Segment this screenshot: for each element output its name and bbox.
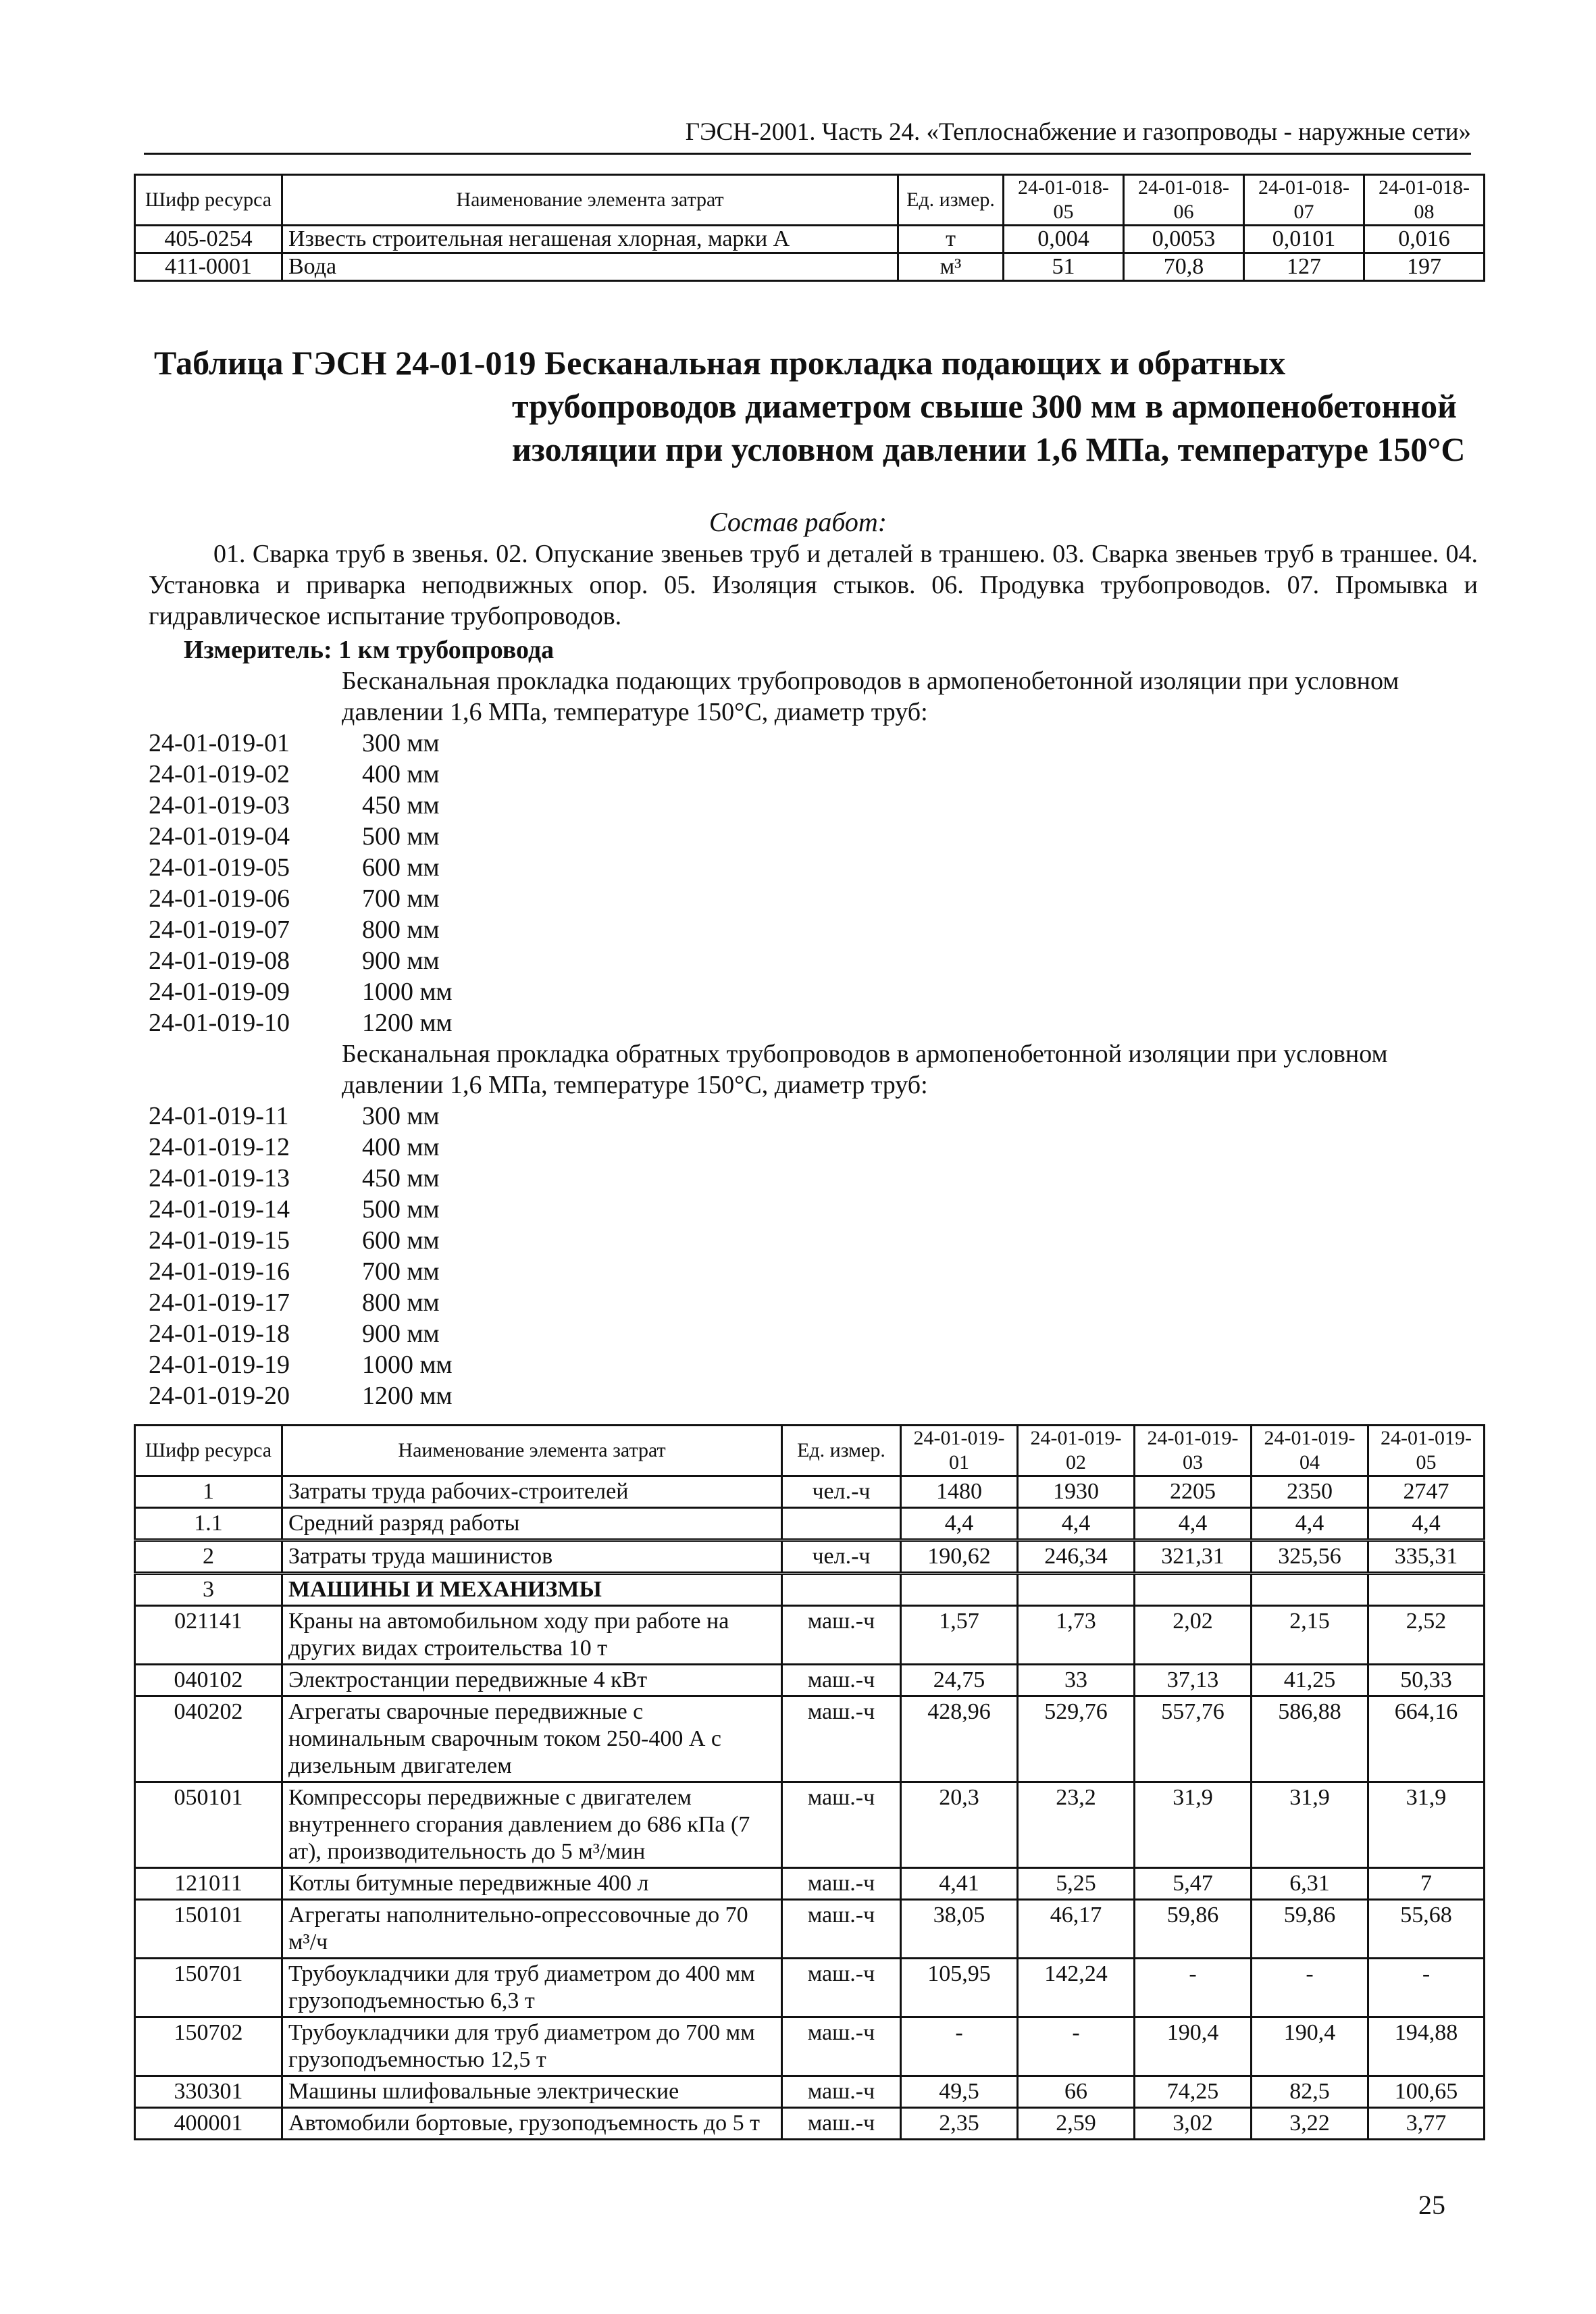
pipe-diameter: 800 мм — [362, 1288, 440, 1317]
resource-value: 31,9 — [1135, 1782, 1252, 1868]
norm-code: 24-01-019-13 — [149, 1164, 290, 1192]
norm-code: 24-01-019-12 — [149, 1133, 290, 1161]
table-row — [135, 1574, 1485, 1606]
norm-code: 24-01-019-16 — [149, 1257, 290, 1286]
table-title-continuation: трубопроводов диаметром свыше 300 мм в армопенобетонной изоляции при условном давлении 1,6 МПа, температуре 150°С — [512, 387, 1466, 468]
resource-name: МАШИНЫ И МЕХАНИЗМЫ — [282, 1574, 782, 1606]
resource-code: 021141 — [135, 1606, 282, 1665]
resource-code: 040202 — [135, 1696, 282, 1782]
resource-value: 50,33 — [1368, 1665, 1485, 1696]
resource-unit: маш.-ч — [782, 1782, 901, 1868]
resource-name: Средний разряд работы — [282, 1508, 782, 1540]
resource-value: 557,76 — [1135, 1696, 1252, 1782]
norm-code: 24-01-019-06 — [149, 884, 290, 913]
resource-value: 20,3 — [901, 1782, 1018, 1868]
col-code-header: Шифр ресурса — [135, 1426, 282, 1476]
resource-value: 23,2 — [1018, 1782, 1135, 1868]
col-id-header: 24-01-018-05 — [1004, 175, 1124, 226]
col-id-header: 24-01-019-01 — [901, 1426, 1018, 1476]
resource-value: 190,4 — [1135, 2017, 1252, 2076]
resource-value: 190,4 — [1252, 2017, 1368, 2076]
group-intro-return: Бесканальная прокладка обратных трубопроводов в армопенобетонной изоляции при условном давлении 1,6 МПа, температуре 150°С, диаметр труб: — [342, 1040, 1388, 1099]
resource-code: 411-0001 — [135, 253, 282, 281]
page-number: 25 — [1418, 2190, 1445, 2220]
col-id-header: 24-01-019-03 — [1135, 1426, 1252, 1476]
resource-value: 100,65 — [1368, 2076, 1485, 2108]
resource-value: 24,75 — [901, 1665, 1018, 1696]
list-item — [149, 790, 453, 821]
list-item — [149, 945, 453, 976]
resource-value: 2,02 — [1135, 1606, 1252, 1665]
resource-value: 127 — [1244, 253, 1364, 281]
resource-value: 33 — [1018, 1665, 1135, 1696]
pipe-diameter: 400 мм — [362, 1133, 440, 1161]
pipe-diameter: 1000 мм — [362, 978, 453, 1006]
col-id-header: 24-01-018-06 — [1124, 175, 1244, 226]
resource-value: 31,9 — [1252, 1782, 1368, 1868]
norm-code: 24-01-019-05 — [149, 853, 290, 882]
pipe-diameter: 500 мм — [362, 822, 440, 851]
col-id-header: 24-01-018-07 — [1244, 175, 1364, 226]
resource-value: 4,4 — [1252, 1508, 1368, 1540]
list-item — [149, 852, 453, 883]
list-item — [149, 1225, 453, 1256]
pipe-diameter: 1000 мм — [362, 1351, 453, 1379]
resource-code: 050101 — [135, 1782, 282, 1868]
pipe-diameter: 1200 мм — [362, 1009, 453, 1037]
code-list-return — [149, 1101, 453, 1411]
norm-code: 24-01-019-01 — [149, 729, 290, 757]
resource-value: 59,86 — [1252, 1900, 1368, 1959]
resource-unit: маш.-ч — [782, 2076, 901, 2108]
resource-value: 194,88 — [1368, 2017, 1485, 2076]
norm-code: 24-01-019-18 — [149, 1319, 290, 1348]
works-description: 01. Сварка труб в звенья. 02. Опускание звеньев труб и деталей в траншею. 03. Сварка звеньев труб в траншее. 04. Установка и приварка неподвижных опор. 05. Изоляция стыков. 06. Продувка трубопроводов. 07. Промывка и гидравлическое испытание трубопроводов. — [149, 540, 1478, 630]
resource-value: 37,13 — [1135, 1665, 1252, 1696]
pipe-diameter: 450 мм — [362, 1164, 440, 1192]
pipe-diameter: 900 мм — [362, 1319, 440, 1348]
list-item — [149, 1163, 453, 1194]
resource-unit — [782, 1574, 901, 1606]
norm-code: 24-01-019-10 — [149, 1009, 290, 1037]
table-row — [135, 2108, 1485, 2140]
resource-value: 321,31 — [1135, 1540, 1252, 1574]
list-item — [149, 1318, 453, 1349]
resource-value: 105,95 — [901, 1959, 1018, 2017]
list-item — [149, 1101, 453, 1132]
resource-value: 5,25 — [1018, 1868, 1135, 1900]
pipe-diameter: 900 мм — [362, 947, 440, 975]
resource-value: 664,16 — [1368, 1696, 1485, 1782]
resource-code: 150101 — [135, 1900, 282, 1959]
resource-code: 150701 — [135, 1959, 282, 2017]
resource-value: 2747 — [1368, 1476, 1485, 1508]
resource-value: 82,5 — [1252, 2076, 1368, 2108]
col-id-header: 24-01-019-02 — [1018, 1426, 1135, 1476]
resource-value: 3,22 — [1252, 2108, 1368, 2140]
resource-unit: маш.-ч — [782, 1665, 901, 1696]
resource-table-continued — [134, 174, 1485, 282]
col-unit-header: Ед. измер. — [898, 175, 1004, 226]
resource-unit: маш.-ч — [782, 1868, 901, 1900]
table-title-lead: Таблица ГЭСН 24-01-019 Бесканальная прокладка подающих и обратных — [154, 344, 1286, 382]
norm-code: 24-01-019-14 — [149, 1195, 290, 1224]
resource-unit: маш.-ч — [782, 1959, 901, 2017]
resource-value: 529,76 — [1018, 1696, 1135, 1782]
resource-name: Котлы битумные передвижные 400 л — [282, 1868, 782, 1900]
list-item — [149, 883, 453, 914]
norm-code: 24-01-019-17 — [149, 1288, 290, 1317]
resource-unit: м³ — [898, 253, 1004, 281]
col-id-header: 24-01-019-05 — [1368, 1426, 1485, 1476]
pipe-diameter: 500 мм — [362, 1195, 440, 1224]
resource-value: 586,88 — [1252, 1696, 1368, 1782]
table-row — [135, 1959, 1485, 2017]
pipe-diameter: 700 мм — [362, 1257, 440, 1286]
resource-value: 59,86 — [1135, 1900, 1252, 1959]
resource-value: 51 — [1004, 253, 1124, 281]
resource-name: Затраты труда рабочих-строителей — [282, 1476, 782, 1508]
pipe-diameter: 700 мм — [362, 884, 440, 913]
resource-name: Агрегаты сварочные передвижные с номинальным сварочным током 250-400 А с дизельным двигателем — [282, 1696, 782, 1782]
resource-name: Агрегаты наполнительно-опрессовочные до 70 м³/ч — [282, 1900, 782, 1959]
resource-value: - — [1135, 1959, 1252, 2017]
resource-value: 4,4 — [1018, 1508, 1135, 1540]
pipe-diameter: 600 мм — [362, 853, 440, 882]
works-subtitle: Состав работ: — [709, 507, 887, 537]
resource-value: 2205 — [1135, 1476, 1252, 1508]
resource-value: 0,0101 — [1244, 226, 1364, 253]
resource-value: 49,5 — [901, 2076, 1018, 2108]
table-row — [135, 1868, 1485, 1900]
table-row — [135, 1900, 1485, 1959]
resource-code: 400001 — [135, 2108, 282, 2140]
list-item — [149, 1287, 453, 1318]
resource-value: 6,31 — [1252, 1868, 1368, 1900]
pipe-diameter: 300 мм — [362, 729, 440, 757]
resource-unit: маш.-ч — [782, 2017, 901, 2076]
resource-value: 3,02 — [1135, 2108, 1252, 2140]
resource-name: Машины шлифовальные электрические — [282, 2076, 782, 2108]
resource-name: Вода — [282, 253, 898, 281]
norm-code: 24-01-019-07 — [149, 915, 290, 944]
resource-name: Автомобили бортовые, грузоподъемность до 5 т — [282, 2108, 782, 2140]
pipe-diameter: 1200 мм — [362, 1382, 453, 1410]
list-item — [149, 1256, 453, 1287]
pipe-diameter: 450 мм — [362, 791, 440, 820]
norm-code: 24-01-019-19 — [149, 1351, 290, 1379]
resource-value — [1252, 1574, 1368, 1606]
list-item — [149, 1132, 453, 1163]
resource-value: 38,05 — [901, 1900, 1018, 1959]
resource-unit: чел.-ч — [782, 1476, 901, 1508]
pipe-diameter: 600 мм — [362, 1226, 440, 1255]
resource-unit: маш.-ч — [782, 2108, 901, 2140]
col-id-header: 24-01-018-08 — [1364, 175, 1485, 226]
norm-code: 24-01-019-08 — [149, 947, 290, 975]
list-item — [149, 821, 453, 852]
col-name-header: Наименование элемента затрат — [282, 1426, 782, 1476]
resource-value: 2350 — [1252, 1476, 1368, 1508]
resource-value: 1480 — [901, 1476, 1018, 1508]
resource-code: 150702 — [135, 2017, 282, 2076]
norm-code: 24-01-019-20 — [149, 1382, 290, 1410]
resource-value: - — [1252, 1959, 1368, 2017]
table-title — [154, 341, 1485, 471]
resource-value: 4,4 — [1368, 1508, 1485, 1540]
resource-value: 41,25 — [1252, 1665, 1368, 1696]
resource-value: 2,15 — [1252, 1606, 1368, 1665]
resource-code: 1 — [135, 1476, 282, 1508]
resource-value: 0,0053 — [1124, 226, 1244, 253]
norm-code: 24-01-019-15 — [149, 1226, 290, 1255]
resource-value: 197 — [1364, 253, 1485, 281]
pipe-diameter: 300 мм — [362, 1102, 440, 1130]
list-item — [149, 1380, 453, 1411]
code-list-supply — [149, 728, 453, 1038]
resource-value: 4,41 — [901, 1868, 1018, 1900]
resource-value: 0,004 — [1004, 226, 1124, 253]
resource-value: 2,35 — [901, 2108, 1018, 2140]
resource-unit — [782, 1508, 901, 1540]
resource-value: 74,25 — [1135, 2076, 1252, 2108]
resource-unit: маш.-ч — [782, 1696, 901, 1782]
table-row — [135, 1696, 1485, 1782]
resource-value: 70,8 — [1124, 253, 1244, 281]
resource-unit: маш.-ч — [782, 1606, 901, 1665]
resource-value — [901, 1574, 1018, 1606]
resource-value: 31,9 — [1368, 1782, 1485, 1868]
resource-code: 405-0254 — [135, 226, 282, 253]
norm-code: 24-01-019-03 — [149, 791, 290, 820]
table-row — [135, 1606, 1485, 1665]
resource-value: 335,31 — [1368, 1540, 1485, 1574]
resource-code: 1.1 — [135, 1508, 282, 1540]
table-row — [135, 253, 1485, 281]
resource-value: 1,73 — [1018, 1606, 1135, 1665]
resource-value: - — [1018, 2017, 1135, 2076]
resource-value: 246,34 — [1018, 1540, 1135, 1574]
norm-code: 24-01-019-02 — [149, 760, 290, 788]
table-row — [135, 1476, 1485, 1508]
col-unit-header: Ед. измер. — [782, 1426, 901, 1476]
measure-unit: Измеритель: 1 км трубопровода — [184, 636, 555, 664]
resource-unit: маш.-ч — [782, 1900, 901, 1959]
resource-value: 4,4 — [901, 1508, 1018, 1540]
resource-value: 1,57 — [901, 1606, 1018, 1665]
table-row — [135, 2076, 1485, 2108]
resource-name: Электростанции передвижные 4 кВт — [282, 1665, 782, 1696]
table-row — [135, 1508, 1485, 1540]
resource-code: 3 — [135, 1574, 282, 1606]
list-item — [149, 1349, 453, 1380]
resource-value: 7 — [1368, 1868, 1485, 1900]
resource-value: 55,68 — [1368, 1900, 1485, 1959]
resource-name: Затраты труда машинистов — [282, 1540, 782, 1574]
resource-name: Компрессоры передвижные с двигателем внутреннего сгорания давлением до 686 кПа (7 ат), производительность до 5 м³/мин — [282, 1782, 782, 1868]
resource-table — [134, 1424, 1485, 2140]
resource-value: 428,96 — [901, 1696, 1018, 1782]
resource-code: 330301 — [135, 2076, 282, 2108]
resource-value: 142,24 — [1018, 1959, 1135, 2017]
resource-value — [1135, 1574, 1252, 1606]
resource-name: Краны на автомобильном ходу при работе на других видах строительства 10 т — [282, 1606, 782, 1665]
resource-value — [1368, 1574, 1485, 1606]
resource-unit: т — [898, 226, 1004, 253]
resource-value: 4,4 — [1135, 1508, 1252, 1540]
table-header-row — [135, 1426, 1485, 1476]
table-row — [135, 226, 1485, 253]
norm-code: 24-01-019-11 — [149, 1102, 289, 1130]
resource-value: 1930 — [1018, 1476, 1135, 1508]
resource-name: Трубоукладчики для труб диаметром до 700 мм грузоподъемностью 12,5 т — [282, 2017, 782, 2076]
table-row — [135, 1782, 1485, 1868]
table-header-row — [135, 175, 1485, 226]
resource-value: 0,016 — [1364, 226, 1485, 253]
table-row — [135, 2017, 1485, 2076]
col-id-header: 24-01-019-04 — [1252, 1426, 1368, 1476]
list-item — [149, 976, 453, 1007]
page-header: ГЭСН-2001. Часть 24. «Теплоснабжение и газопроводы - наружные сети» — [144, 116, 1471, 155]
col-code-header: Шифр ресурса — [135, 175, 282, 226]
resource-value: - — [901, 2017, 1018, 2076]
resource-value: 2,52 — [1368, 1606, 1485, 1665]
resource-value: 3,77 — [1368, 2108, 1485, 2140]
resource-code: 040102 — [135, 1665, 282, 1696]
resource-name: Трубоукладчики для труб диаметром до 400 мм грузоподъемностью 6,3 т — [282, 1959, 782, 2017]
list-item — [149, 759, 453, 790]
resource-value: 5,47 — [1135, 1868, 1252, 1900]
resource-unit: чел.-ч — [782, 1540, 901, 1574]
table-row — [135, 1665, 1485, 1696]
pipe-diameter: 800 мм — [362, 915, 440, 944]
resource-name: Известь строительная негашеная хлорная, марки А — [282, 226, 898, 253]
list-item — [149, 1194, 453, 1225]
list-item — [149, 1007, 453, 1038]
resource-value: 2,59 — [1018, 2108, 1135, 2140]
group-intro-supply: Бесканальная прокладка подающих трубопроводов в армопенобетонной изоляции при условном давлении 1,6 МПа, температуре 150°С, диаметр труб: — [342, 667, 1399, 726]
norm-code: 24-01-019-04 — [149, 822, 290, 851]
resource-value: - — [1368, 1959, 1485, 2017]
list-item — [149, 728, 453, 759]
resource-value: 325,56 — [1252, 1540, 1368, 1574]
resource-code: 121011 — [135, 1868, 282, 1900]
col-name-header: Наименование элемента затрат — [282, 175, 898, 226]
resource-value: 46,17 — [1018, 1900, 1135, 1959]
pipe-diameter: 400 мм — [362, 760, 440, 788]
list-item — [149, 914, 453, 945]
table-row — [135, 1540, 1485, 1574]
resource-value: 66 — [1018, 2076, 1135, 2108]
resource-value: 190,62 — [901, 1540, 1018, 1574]
norm-code: 24-01-019-09 — [149, 978, 290, 1006]
resource-code: 2 — [135, 1540, 282, 1574]
resource-value — [1018, 1574, 1135, 1606]
